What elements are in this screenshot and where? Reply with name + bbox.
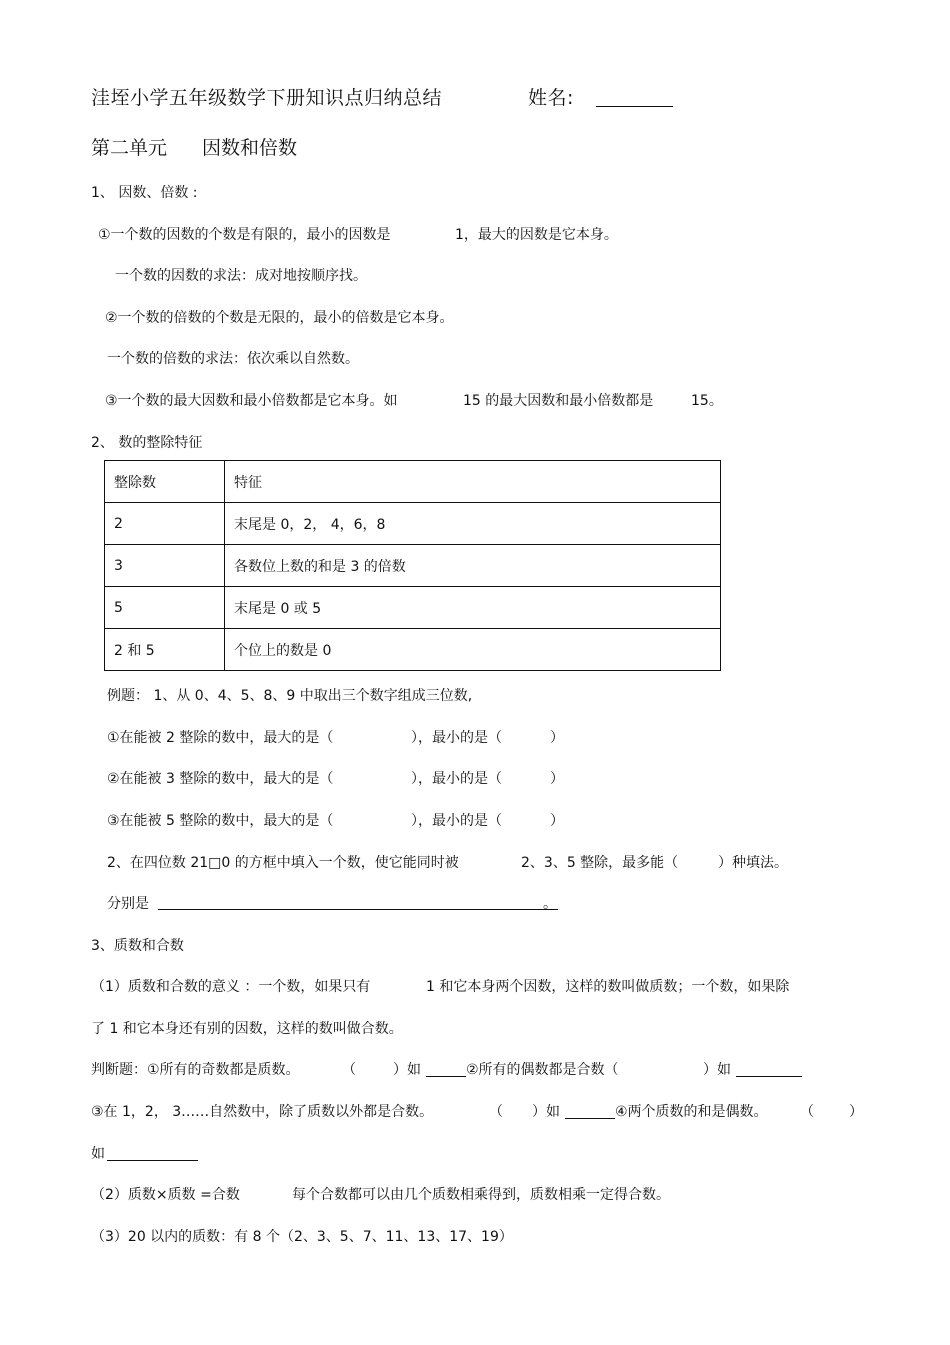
table-cell: 末尾是 0，2， 4，6，8 <box>225 503 721 545</box>
s3-para-1b: 1 和它本身两个因数，这样的数叫做质数；一个数，如果除 <box>426 979 790 995</box>
question-5b: 。 <box>543 896 557 912</box>
judge-1a: 判断题：①所有的奇数都是质数。 <box>91 1062 300 1078</box>
s1-line-3: ②一个数的倍数的个数是无限的，最小的倍数是它本身。 <box>105 310 454 326</box>
unit-name: 因数和倍数 <box>202 137 298 159</box>
s1-line-4: 一个数的倍数的求法：依次乘以自然数。 <box>107 351 359 367</box>
s1-line-2: 一个数的因数的求法：成对地按顺序找。 <box>115 268 367 284</box>
s3-para-1c: 了 1 和它本身还有别的因数，这样的数叫做合数。 <box>91 1021 403 1037</box>
table-row <box>105 629 721 671</box>
judge-2d: ④两个质数的和是偶数。 <box>615 1104 768 1120</box>
example-intro: 例题： 1、从 0、4、5、8、9 中取出三个数字组成三位数, <box>107 688 473 704</box>
judge-2e: （ <box>800 1104 814 1120</box>
table-cell: 个位上的数是 0 <box>225 629 721 671</box>
document-title: 洼垤小学五年级数学下册知识点归纳总结 <box>91 87 443 109</box>
question-4b: 2、3、5 整除，最多能（ <box>521 855 679 871</box>
question-2c: ） <box>550 771 564 787</box>
table-cell: 末尾是 0 或 5 <box>225 587 721 629</box>
name-blank[interactable] <box>596 106 673 107</box>
table-cell: 2 <box>105 503 225 545</box>
section-2-heading: 2、 数的整除特征 <box>91 435 203 451</box>
question-3b: ），最小的是（ <box>411 813 502 829</box>
question-3a: ③在能被 5 整除的数中，最大的是（ <box>107 813 334 829</box>
question-1b: ），最小的是（ <box>411 730 502 746</box>
s3-para-1a: （1）质数和合数的意义 ：一个数，如果只有 <box>91 979 371 995</box>
question-1a: ①在能被 2 整除的数中，最大的是（ <box>107 730 334 746</box>
question-5a: 分别是 <box>107 896 149 912</box>
judge-2b: （ <box>489 1104 503 1120</box>
answer-blank-long[interactable] <box>158 909 558 910</box>
judge-2c: ）如 <box>532 1104 560 1120</box>
s3-para-3: （3）20 以内的质数：有 8 个（2、3、5、7、11、13、17、19） <box>91 1229 513 1245</box>
question-1c: ） <box>550 730 564 746</box>
divisibility-table <box>104 460 721 671</box>
s1-line-1a: ①一个数的因数的个数是有限的，最小的因数是 <box>98 227 391 243</box>
answer-blank[interactable] <box>565 1118 615 1119</box>
table-header-row <box>105 461 721 503</box>
answer-blank[interactable] <box>107 1160 198 1161</box>
s1-line-5a: ③一个数的最大因数和最小倍数都是它本身。如 <box>105 393 398 409</box>
judge-2f: ） <box>849 1104 863 1120</box>
answer-blank[interactable] <box>426 1076 466 1077</box>
judge-1d: ②所有的偶数都是合数（ <box>466 1062 619 1078</box>
table-cell: 各数位上数的和是 3 的倍数 <box>225 545 721 587</box>
table-header-cell: 特征 <box>225 461 721 503</box>
table-header-cell: 整除数 <box>105 461 225 503</box>
s1-line-5b: 15 的最大因数和最小倍数都是 <box>463 393 654 409</box>
question-4a: 2、在四位数 21□0 的方框中填入一个数，使它能同时被 <box>107 855 459 871</box>
table-row <box>105 503 721 545</box>
section-1-heading: 1、 因数、倍数 : <box>91 185 198 201</box>
judge-3: 如 <box>91 1146 105 1162</box>
unit-label: 第二单元 <box>91 137 168 159</box>
table-cell: 5 <box>105 587 225 629</box>
s1-line-1b: 1，最大的因数是它本身。 <box>455 227 618 243</box>
table-row <box>105 545 721 587</box>
judge-1b: （ <box>342 1062 356 1078</box>
name-label: 姓名: <box>528 87 574 109</box>
table-cell: 3 <box>105 545 225 587</box>
s3-para-2a: （2）质数×质数 =合数 <box>91 1187 240 1203</box>
question-3c: ） <box>550 813 564 829</box>
table-cell: 2 和 5 <box>105 629 225 671</box>
question-4c: ）种填法。 <box>718 855 788 871</box>
judge-1e: ）如 <box>703 1062 731 1078</box>
question-2a: ②在能被 3 整除的数中，最大的是（ <box>107 771 334 787</box>
judge-1c: ）如 <box>393 1062 421 1078</box>
s1-line-5c: 15。 <box>691 393 723 409</box>
s3-para-2b: 每个合数都可以由几个质数相乘得到，质数相乘一定得合数。 <box>292 1187 670 1203</box>
judge-2a: ③在 1，2， 3……自然数中，除了质数以外都是合数。 <box>91 1104 434 1120</box>
question-2b: ），最小的是（ <box>411 771 502 787</box>
section-3-heading: 3、质数和合数 <box>91 938 184 954</box>
table-row <box>105 587 721 629</box>
answer-blank[interactable] <box>736 1076 802 1077</box>
